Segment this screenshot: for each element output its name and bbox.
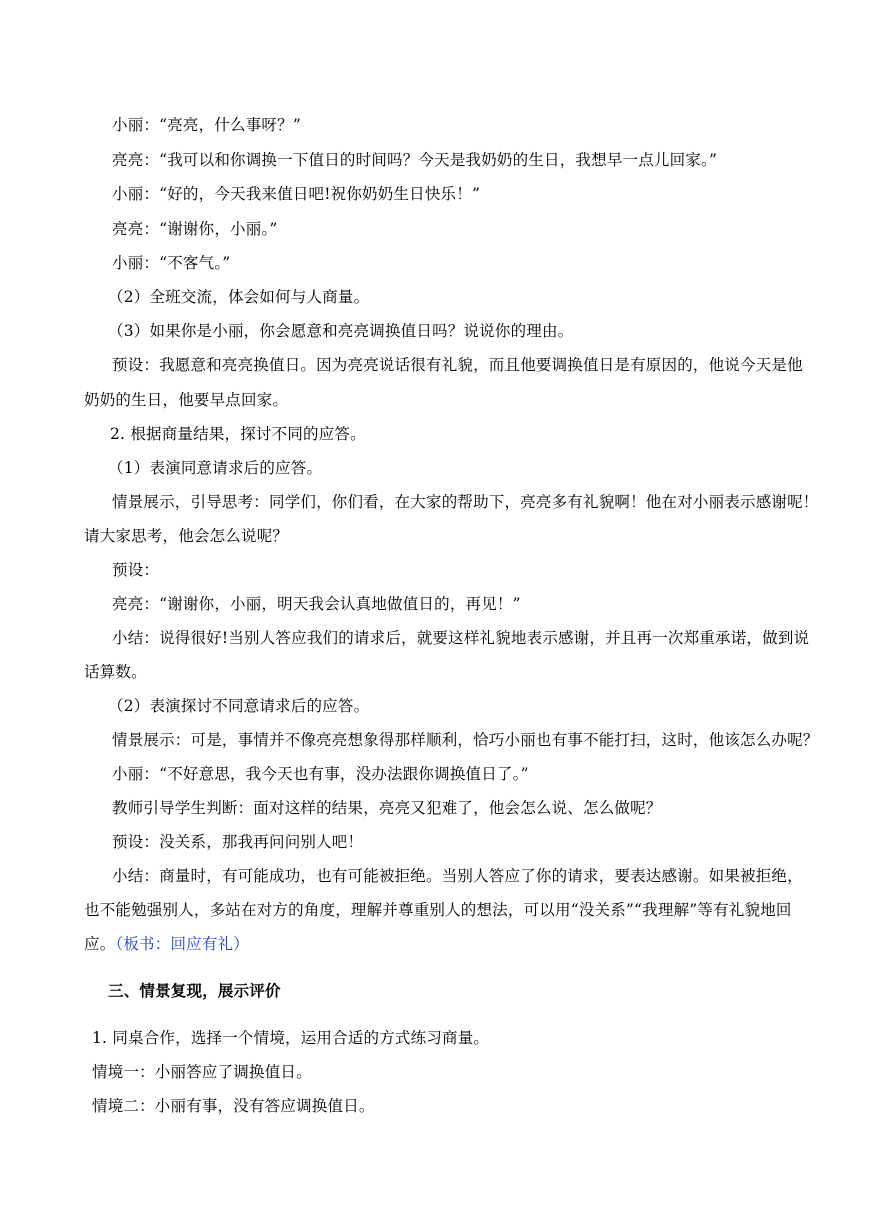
board-note: （板书：回应有礼） [115,935,249,953]
teacher-guide: 教师引导学生判断：面对这样的结果，亮亮又犯难了，他会怎么说、怎么做呢？ [112,799,662,817]
summary-paragraph-end [84,934,249,954]
summary-paragraph: 小结：商量时，有可能成功，也有可能被拒绝。当别人答应了你的请求，要表达感谢。如果被拒绝， [112,867,803,885]
question-2: （2）全班交流，体会如何与人商量。 [108,288,370,306]
section-item-2: 2. 根据商量结果，探讨不同的应答。 [110,425,366,443]
scene-paragraph: 情景展示：可是，事情并不像亮亮想象得那样顺利，恰巧小丽也有事不能打扫，这时，他该怎么办呢？ [112,731,819,749]
dialogue-line: 小丽：“不好意思，我今天也有事，没办法跟你调换值日了。” [112,765,529,783]
dialogue-line: 亮亮：“谢谢你，小丽。” [112,220,278,238]
summary-end-text: 应。 [84,935,116,953]
summary-paragraph: 小结：说得很好!当别人答应我们的请求后，就要这样礼貌地表示感谢，并且再一次郑重承诺，做到说 [112,629,810,647]
scene-paragraph-cont: 请大家思考，他会怎么说呢？ [84,527,289,545]
preset-paragraph-cont: 奶奶的生日，他要早点回家。 [84,391,289,409]
sub-item-2: （2）表演探讨不同意请求后的应答。 [108,697,370,715]
section-item-1: 1. 同桌合作，选择一个情境，运用合适的方式练习商量。 [92,1029,490,1047]
scene-paragraph: 情景展示，引导思考：同学们，你们看，在大家的帮助下，亮亮多有礼貌啊！他在对小丽表示感谢呢！ [112,493,819,511]
preset-label: 预设： [112,561,160,579]
section-heading: 三、情景复现，展示评价 [108,981,281,1000]
preset-paragraph: 预设：我愿意和亮亮换值日。因为亮亮说话很有礼貌，而且他要调换值日是有原因的，他说今天是他 [112,356,803,374]
situation-1: 情境一：小丽答应了调换值日。 [92,1063,312,1081]
dialogue-line: 小丽：“好的，今天我来值日吧!祝你奶奶生日快乐！” [112,185,481,203]
summary-paragraph-cont: 也不能勉强别人，多站在对方的角度，理解并尊重别人的想法，可以用“没关系”“我理解”等有礼貌地回 [84,901,792,919]
sub-item-1: （1）表演同意请求后的应答。 [108,459,323,477]
situation-2: 情境二：小丽有事，没有答应调换值日。 [92,1097,375,1115]
dialogue-line: 亮亮：“我可以和你调换一下值日的时间吗？今天是我奶奶的生日，我想早一点儿回家。” [112,151,718,169]
summary-paragraph-cont: 话算数。 [84,663,147,681]
dialogue-line: 小丽：“不客气。” [112,254,231,272]
preset-paragraph: 预设：没关系，那我再问问别人吧！ [112,833,364,851]
dialogue-line: 小丽：“亮亮，什么事呀？” [112,116,301,134]
question-3: （3）如果你是小丽，你会愿意和亮亮调换值日吗？说说你的理由。 [108,322,574,340]
dialogue-line: 亮亮：“谢谢你，小丽，明天我会认真地做值日的，再见！” [112,595,521,613]
